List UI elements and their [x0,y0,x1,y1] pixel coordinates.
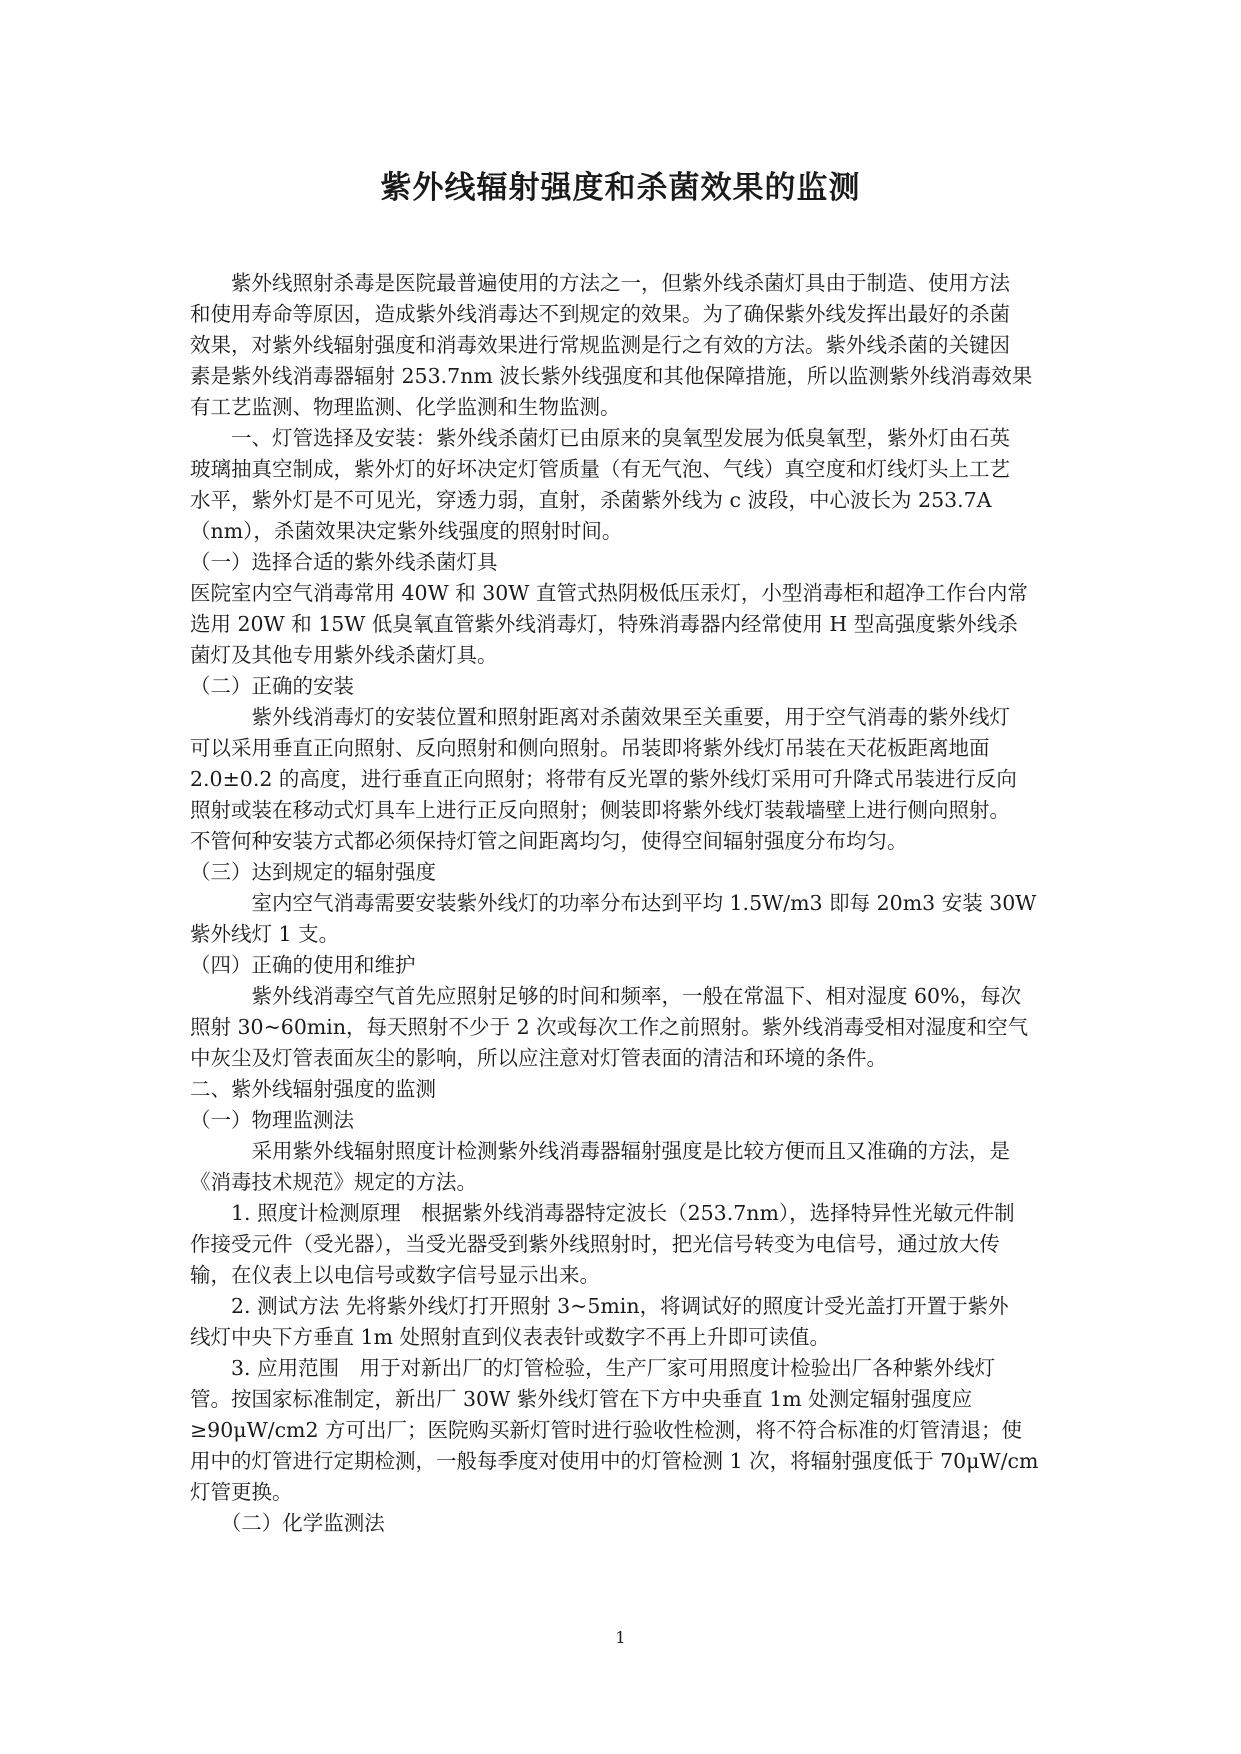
text-line: （nm），杀菌效果决定紫外线强度的照射时间。 [190,519,623,543]
section-heading: （一）选择合适的紫外线杀菌灯具 [190,550,498,574]
section-heading: （四）正确的使用和维护 [190,953,416,977]
text-line: 效果，对紫外线辐射强度和消毒效果进行常规监测是行之有效的方法。紫外线杀菌的关键因 [190,333,1010,357]
text-line: 可以采用垂直正向照射、反向照射和侧向照射。吊装即将紫外线灯吊装在天花板距离地面 [190,736,990,760]
text-line: 一、灯管选择及安装：紫外线杀菌灯已由原来的臭氧型发展为低臭氧型，紫外灯由石英 [190,426,1010,450]
text-line: 水平，紫外灯是不可见光，穿透力弱，直射，杀菌紫外线为 c 波段，中心波长为 253.7A [190,488,992,512]
text-line: 1. 照度计检测原理 根据紫外线消毒器特定波长（253.7nm），选择特异性光敏元件制 [190,1201,1015,1225]
text-line: 2. 测试方法 先将紫外线灯打开照射 3~5min，将调试好的照度计受光盖打开置于紫外 [190,1294,1009,1318]
text-line: 3. 应用范围 用于对新出厂的灯管检验，生产厂家可用照度计检验出厂各种紫外线灯 [190,1356,996,1380]
text-line: 不管何种安装方式都必须保持灯管之间距离均匀，使得空间辐射强度分布均匀。 [190,829,908,853]
text-line: 采用紫外线辐射照度计检测紫外线消毒器辐射强度是比较方便而且又准确的方法，是 [190,1139,1010,1163]
section-heading: （二）化学监测法 [190,1511,385,1535]
text-line: 紫外线消毒空气首先应照射足够的时间和频率，一般在常温下、相对湿度 60%，每次 [190,984,1022,1008]
text-line: 线灯中央下方垂直 1m 处照射直到仪表表针或数字不再上升即可读值。 [190,1325,831,1349]
section-heading: （三）达到规定的辐射强度 [190,860,436,884]
text-line: 照射或装在移动式灯具车上进行正反向照射；侧装即将紫外线灯装载墙壁上进行侧向照射。 [190,798,1010,822]
text-line: 紫外线照射杀毒是医院最普遍使用的方法之一，但紫外线杀菌灯具由于制造、使用方法 [190,271,1010,295]
text-line: 管。按国家标准制定，新出厂 30W 紫外线灯管在下方中央垂直 1m 处测定辐射强度应 [190,1387,973,1411]
text-line: 紫外线消毒灯的安装位置和照射距离对杀菌效果至关重要，用于空气消毒的紫外线灯 [190,705,1010,729]
text-line: 《消毒技术规范》规定的方法。 [190,1170,477,1194]
text-line: ≥90μW/cm2 方可出厂；医院购买新灯管时进行验收性检测，将不符合标准的灯管清退；使 [190,1418,1023,1442]
text-line: 医院室内空气消毒常用 40W 和 30W 直管式热阴极低压汞灯，小型消毒柜和超净工作台内常 [190,581,1028,605]
text-line: 用中的灯管进行定期检测，一般每季度对使用中的灯管检测 1 次，将辐射强度低于 70μW/cm [190,1449,1039,1473]
text-line: 选用 20W 和 15W 低臭氧直管紫外线消毒灯，特殊消毒器内经常使用 H 型高强度紫外线杀 [190,612,1018,636]
text-line: 灯管更换。 [190,1480,293,1504]
text-line: 作接受元件（受光器），当受光器受到紫外线照射时，把光信号转变为电信号，通过放大传 [190,1232,1000,1256]
text-line: 和使用寿命等原因，造成紫外线消毒达不到规定的效果。为了确保紫外线发挥出最好的杀菌 [190,302,1010,326]
text-line: 2.0±0.2 的高度，进行垂直正向照射；将带有反光罩的紫外线灯采用可升降式吊装进行反向 [190,767,1017,791]
section-heading: （一）物理监测法 [190,1108,354,1132]
text-line: 素是紫外线消毒器辐射 253.7nm 波长紫外线强度和其他保障措施，所以监测紫外线消毒效果 [190,364,1033,388]
document-title: 紫外线辐射强度和杀菌效果的监测 [380,170,861,206]
text-line: 玻璃抽真空制成，紫外灯的好坏决定灯管质量（有无气泡、气线）真空度和灯线灯头上工艺 [190,457,1010,481]
text-line: 室内空气消毒需要安装紫外线灯的功率分布达到平均 1.5W/m3 即每 20m3 安装 30W [190,891,1037,915]
page-number: 1 [615,1628,626,1647]
text-line: 菌灯及其他专用紫外线杀菌灯具。 [190,643,498,667]
text-line: 紫外线灯 1 支。 [190,922,340,946]
text-line: 中灰尘及灯管表面灰尘的影响，所以应注意对灯管表面的清洁和环境的条件。 [190,1046,887,1070]
text-line: 照射 30~60min，每天照射不少于 2 次或每次工作之前照射。紫外线消毒受相对湿度和空气 [190,1015,1029,1039]
text-line: 输，在仪表上以电信号或数字信号显示出来。 [190,1263,600,1287]
section-heading: （二）正确的安装 [190,674,354,698]
text-line: 有工艺监测、物理监测、化学监测和生物监测。 [190,395,621,419]
section-heading: 二、紫外线辐射强度的监测 [190,1077,436,1101]
